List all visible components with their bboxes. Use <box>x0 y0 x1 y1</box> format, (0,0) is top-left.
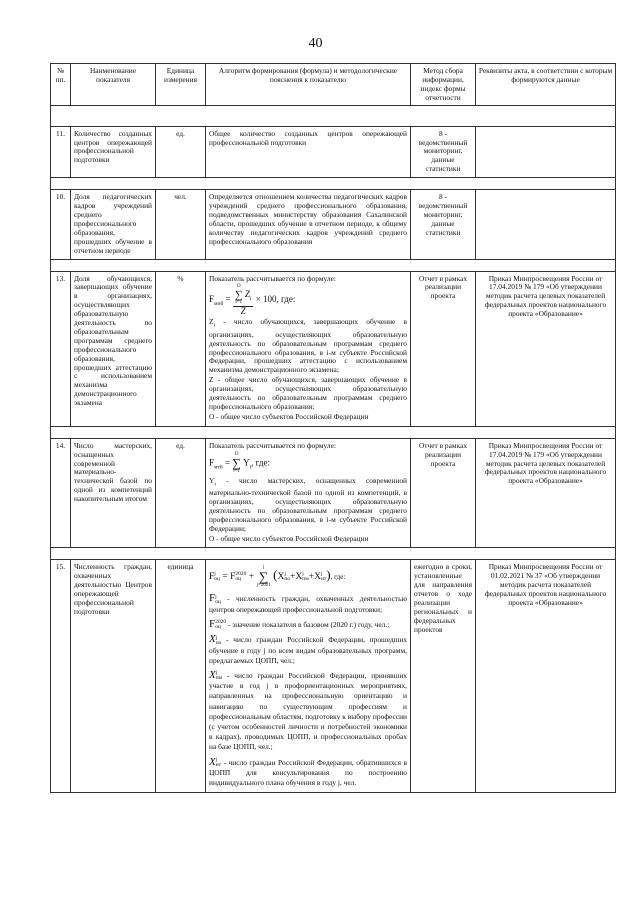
indicator-unit: % <box>156 271 206 426</box>
formula-intro: Показатель рассчитывается по формуле: <box>209 273 336 283</box>
col-header-unit: Единица измерения <box>156 64 206 106</box>
col-header-act: Реквизиты акта, в соответствии с которым формируются данные <box>476 64 616 106</box>
table-row <box>51 438 616 548</box>
legal-act: Приказ Минпросвещения России от 17.04.2019 № 179 «Об утверждении методик расчета целевых показателей федеральных проектов национального проекта «Образование» <box>476 271 616 426</box>
row-number: 13. <box>51 271 71 426</box>
row-number: 14. <box>51 438 71 548</box>
formula: $F_{мпб}$ = O ∑ i=1 $Z_i$ Z × 100, где: <box>209 284 296 317</box>
table-header-row <box>51 64 616 106</box>
definition: O - общее число субъектов Российской Федерации <box>209 411 369 421</box>
collection-method: 8 - ведомственный мониторинг, данные статистики <box>411 126 476 178</box>
collection-method: 8 - ведомственный мониторинг, данные статистики <box>411 190 476 259</box>
indicator-algorithm <box>206 560 411 793</box>
formula-intro: Показатель рассчитывается по формуле: <box>209 440 336 450</box>
page-number: 40 <box>308 36 323 51</box>
table-row <box>51 126 616 178</box>
indicator-algorithm: Общее количество созданных центров опережающей профессиональной подготовки <box>206 126 411 178</box>
definition: X j пм - число граждан Российской Федерации, принявших участие в год j в профориентационных мероприятиях, направленных на профессиональную ориентацию и навигацию по существующим профессиям и профессиональным областям, подготовку к выбору профессии (с учетом особенностей личности и потребностей экономики в кадрах), проводимых ЦОПП, и профессиональных пробах на базе ЦОПП, чел.; <box>209 668 407 752</box>
definition: $Z_i$ - число обучающихся, завершающих обучение в организациях, осуществляющих образовательную деятельность по образовательным программам среднего профессионального образования, в i-м субъекте Российской Федерации, прошедших аттестацию с использованием механизма демонстрационного экзамена; <box>209 317 407 375</box>
definition: F 2020 оц - значение показателя в базовом (2020 г.) году, чел.; <box>209 617 390 631</box>
table-row <box>51 271 616 426</box>
legal-act <box>476 190 616 259</box>
row-number: 15. <box>51 560 71 793</box>
indicator-name: Доля педагогических кадров учреждений среднего профессионального образования, прошедших обучение в отчетном периоде <box>71 190 156 259</box>
col-header-name: Наименование показателя <box>71 64 156 106</box>
indicator-unit: ед. <box>156 126 206 178</box>
indicator-algorithm <box>206 438 411 548</box>
legal-act <box>476 126 616 178</box>
indicator-name: Доля обучающихся, завершающих обучение в организациях, осуществляющих образовательную деятельность по образовательным программам среднего профессионального образования, прошедших аттестацию с использованием механизма демонстрационного экзамена <box>71 271 156 426</box>
indicator-unit: ед. <box>156 438 206 548</box>
definition: F j оц - численность граждан, охваченных деятельностью центров опережающей профессиональной подготовки; <box>209 592 407 614</box>
table-row <box>51 560 616 793</box>
legal-act: Приказ Минпросвещения России от 01.02.2021 № 37 «Об утверждении методик расчета показателей федеральных проектов национального проекта «Образование» <box>476 560 616 793</box>
definition: Z - общее число обучающихся, завершающих обучение в организациях, осуществляющих образовательную деятельность по образовательным программам среднего профессионального образования; <box>209 375 407 411</box>
indicators-table <box>50 63 616 793</box>
indicator-algorithm: Определяется отношением количества педагогических кадров учреждений среднего профессионального образования, подведомственных министерству образования Сахалинской области, прошедших обучение в отчетном периоде, к общему количеству педагогических кадров учреждений среднего профессионального образования <box>206 190 411 259</box>
definition: O - общее число субъектов Российской Федерации <box>209 533 369 543</box>
row-number: 11. <box>51 126 71 178</box>
legal-act: Приказ Минпросвещения России от 17.04.2019 № 179 «Об утверждении методик расчета целевых показателей федеральных проектов национального проекта «Образование» <box>476 438 616 548</box>
definition: X j по - число граждан Российской Федерации, прошедших обучение в году j по всем видам образовательных программ, предлагаемых ЦОПП, чел.; <box>209 633 407 665</box>
formula: $F_{мтб}$ = O ∑ i=1 $Y_i$, где: <box>209 451 270 474</box>
indicator-name: Количество созданных центров опережающей профессиональной подготовки <box>71 126 156 178</box>
collection-method: Отчет в рамках реализации проекта <box>411 271 476 426</box>
col-header-number: № пп. <box>51 64 71 106</box>
formula: F j оц = F 2020 оц + j ∑ j=2021 (X j по +X j пм +X j нт ), где: <box>209 565 346 589</box>
indicator-name: Численность граждан, охваченных деятельностью Центров опережающей профессиональной подготовки <box>71 560 156 793</box>
indicator-unit: чел. <box>156 190 206 259</box>
indicator-name: Число мастерских, оснащенных современной материально-технической базой по одной из компетенций накопительным итогом <box>71 438 156 548</box>
col-header-method: Метод сбора информации, индекс формы отчетности <box>411 64 476 106</box>
row-number: 10. <box>51 190 71 259</box>
indicator-algorithm <box>206 271 411 426</box>
table-row <box>51 190 616 259</box>
col-header-algorithm: Алгоритм формирования (формула) и методологические пояснения к показателю <box>206 64 411 106</box>
definition: $Y_i$ - число мастерских, оснащенных современной материально-технической базой по одной из компетенций, в организациях, осуществляющих образовательную деятельность по образовательным программам среднего профессионального образования, в i-м субъекте Российской Федерации; <box>209 475 407 533</box>
definition: X j нт - число граждан Российской Федерации, обратившихся в ЦОПП для консультирования по построению индивидуального плана обучения в году j, чел. <box>209 755 407 788</box>
collection-method: Отчет в рамках реализации проекта <box>411 438 476 548</box>
collection-method: ежегодно в сроки, установленные для направления отчетов о ходе реализации региональных и федеральных проектов <box>411 560 476 793</box>
indicator-unit: единица <box>156 560 206 793</box>
